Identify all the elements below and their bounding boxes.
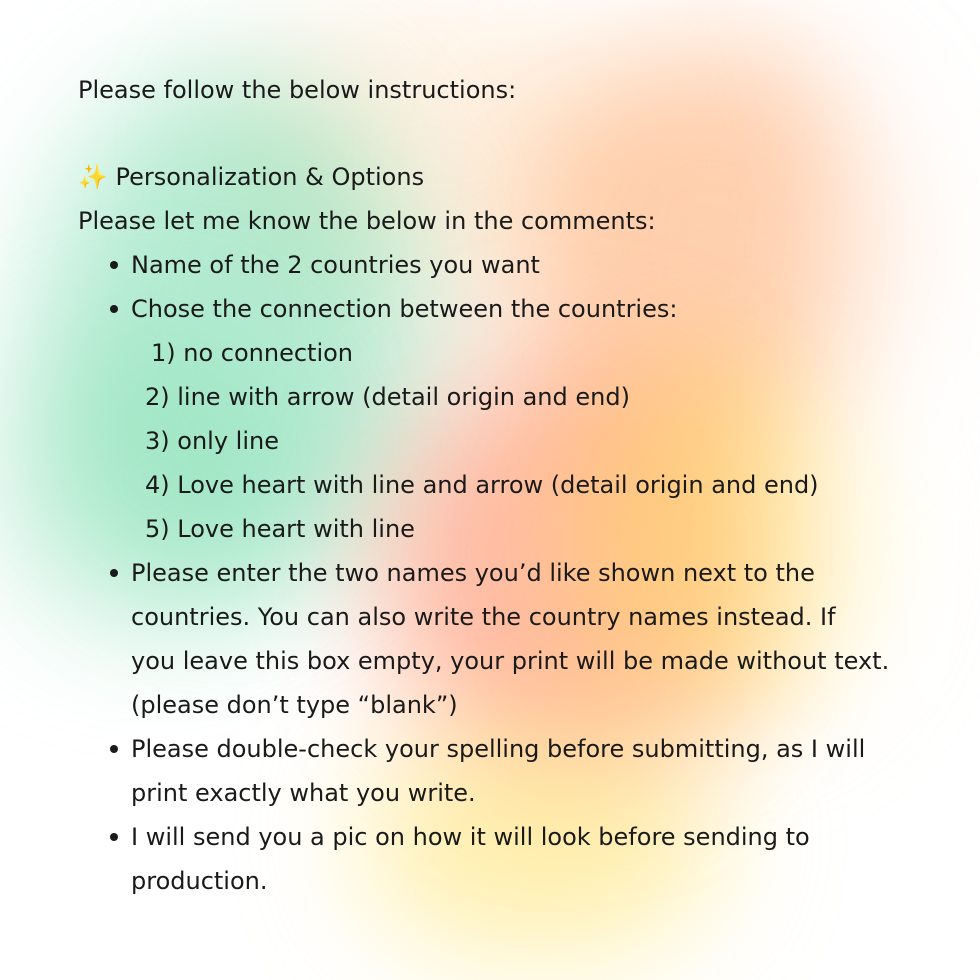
- intro-text: Please follow the below instructions:: [78, 76, 517, 104]
- connection-option: 2) line with arrow (detail origin and end): [145, 383, 630, 411]
- instruction-list: [78, 243, 938, 903]
- list-item-text: Chose the connection between the countries:: [131, 295, 678, 323]
- list-item: [78, 815, 938, 903]
- list-item: [78, 243, 938, 287]
- list-item-line: you leave this box empty, your print will be made without text.: [131, 647, 890, 675]
- connection-option: 4) Love heart with line and arrow (detail origin and end): [145, 471, 819, 499]
- list-item-line: countries. You can also write the country names instead. If: [131, 603, 836, 631]
- list-item-line: print exactly what you write.: [131, 779, 476, 807]
- sparkles-icon: ✨: [78, 163, 108, 191]
- connection-options: [131, 331, 938, 551]
- list-item-line: production.: [131, 867, 268, 895]
- connection-option: 5) Love heart with line: [145, 515, 415, 543]
- list-item-text: Name of the 2 countries you want: [131, 251, 540, 279]
- connection-option: 1) no connection: [151, 339, 354, 367]
- list-item-line: Please enter the two names you’d like shown next to the: [131, 559, 815, 587]
- lead-text: Please let me know the below in the comments:: [78, 207, 656, 235]
- connection-option: 3) only line: [145, 427, 279, 455]
- list-item: [78, 287, 938, 551]
- list-item: [78, 727, 938, 815]
- list-item-line: (please don’t type “blank”): [131, 691, 458, 719]
- list-item-line: I will send you a pic on how it will look before sending to: [131, 823, 810, 851]
- list-item: [78, 551, 938, 727]
- list-item-line: Please double-check your spelling before submitting, as I will: [131, 735, 866, 763]
- section-title: Personalization & Options: [115, 163, 425, 191]
- instructions-panel: [78, 68, 938, 903]
- section-heading: [78, 155, 938, 199]
